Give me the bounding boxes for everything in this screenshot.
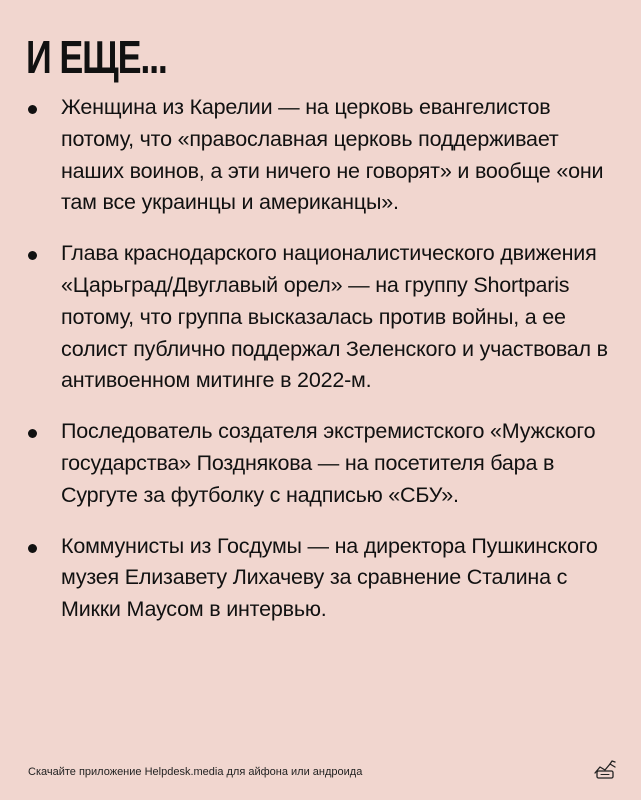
list-item-text: Последователь создателя экстремистского «Мужского государства» Позднякова — на посетителя бара в Сургуте за футболку с надписью «СБУ».	[61, 419, 596, 507]
list-item	[28, 92, 618, 219]
bullet-icon	[28, 544, 37, 553]
list-item	[28, 238, 618, 397]
list-item-text: Коммунисты из Госдумы — на директора Пушкинского музея Елизавету Лихачеву за сравнение Сталина с Микки Маусом в интервью.	[61, 533, 598, 622]
list-item-text: Женщина из Карелии — на церковь евангелистов потому, что «православная церковь поддерживает наших воинов, а эти ничего не говорят» и вообще «они там все украинцы и американцы».	[61, 95, 604, 215]
bullet-icon	[28, 429, 37, 438]
list-item	[28, 416, 618, 511]
page-title: И ЕЩЕ...	[26, 31, 167, 83]
list-item-text: Глава краснодарского националистического движения «Царьград/Двуглавый орел» — на группу Shortparis потому, что группа высказалась против войны, а ее солист публично поддержал Зеленского и участвовал в антивоенном митинге в 2022-м.	[61, 241, 608, 393]
bullet-icon	[28, 105, 37, 114]
helpdesk-logo-icon	[592, 758, 618, 782]
bullet-icon	[28, 251, 37, 260]
bullet-list	[28, 92, 618, 645]
list-item	[28, 531, 618, 626]
footer-app-promo[interactable]: Скачайте приложение Helpdesk.media для айфона или андроида	[28, 766, 363, 778]
